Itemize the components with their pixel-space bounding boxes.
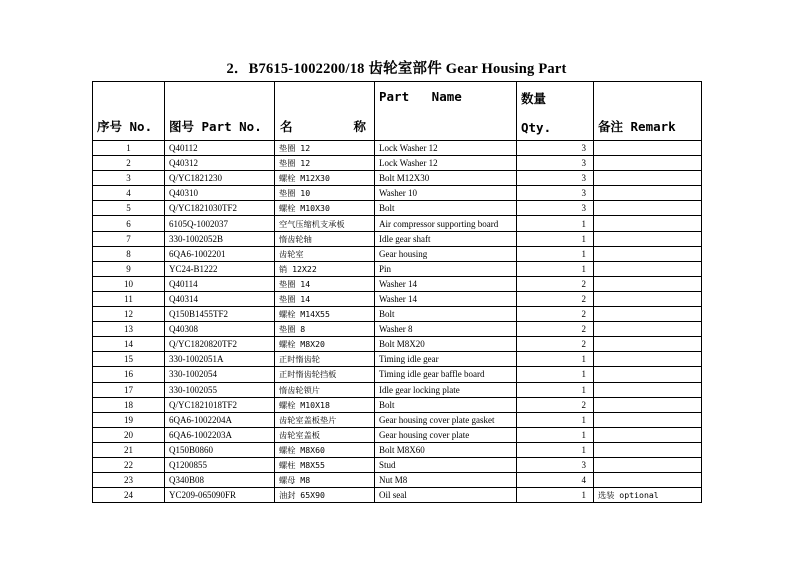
table-row <box>93 141 702 156</box>
cell-qty: 1 <box>517 442 594 457</box>
cell-name-en: Gear housing cover plate gasket <box>375 412 517 427</box>
cell-name-cn: 螺栓 M8X60 <box>275 442 375 457</box>
page-title: 2．B7615-1002200/18 齿轮室部件 Gear Housing Part <box>226 61 567 77</box>
header-name-cn <box>275 82 375 141</box>
cell-qty: 2 <box>517 276 594 291</box>
cell-part-no: YC209-065090FR <box>165 488 275 503</box>
cell-name-en: Bolt <box>375 397 517 412</box>
cell-remark <box>594 412 702 427</box>
cell-name-en: Washer 14 <box>375 291 517 306</box>
cell-remark <box>594 276 702 291</box>
cell-qty: 1 <box>517 412 594 427</box>
cell-remark <box>594 261 702 276</box>
cell-name-cn: 螺栓 M10X18 <box>275 397 375 412</box>
cell-name-cn: 齿轮室盖板垫片 <box>275 412 375 427</box>
cell-part-no: Q150B1455TF2 <box>165 307 275 322</box>
header-name-cn-left: 名 <box>280 119 293 134</box>
cell-name-en: Washer 8 <box>375 322 517 337</box>
cell-name-en: Pin <box>375 261 517 276</box>
table-row <box>93 307 702 322</box>
cell-remark <box>594 352 702 367</box>
cell-part-no: 330-1002052B <box>165 231 275 246</box>
cell-no: 15 <box>93 352 165 367</box>
cell-no: 2 <box>93 156 165 171</box>
cell-remark <box>594 186 702 201</box>
cell-qty: 1 <box>517 246 594 261</box>
cell-name-en: Stud <box>375 457 517 472</box>
cell-qty: 4 <box>517 473 594 488</box>
table-row <box>93 276 702 291</box>
table-row <box>93 171 702 186</box>
cell-qty: 1 <box>517 231 594 246</box>
cell-no: 4 <box>93 186 165 201</box>
cell-name-cn: 正时惰齿轮 <box>275 352 375 367</box>
table-row <box>93 473 702 488</box>
cell-name-cn: 垫圈 14 <box>275 291 375 306</box>
header-remark-label: 备注 Remark <box>598 119 676 134</box>
cell-remark <box>594 427 702 442</box>
cell-name-en: Bolt M12X30 <box>375 171 517 186</box>
cell-name-cn: 螺栓 M14X55 <box>275 307 375 322</box>
cell-name-en: Bolt <box>375 201 517 216</box>
cell-no: 21 <box>93 442 165 457</box>
cell-remark <box>594 442 702 457</box>
cell-remark <box>594 291 702 306</box>
cell-qty: 3 <box>517 201 594 216</box>
cell-no: 22 <box>93 457 165 472</box>
cell-no: 7 <box>93 231 165 246</box>
cell-part-no: Q340B08 <box>165 473 275 488</box>
cell-name-cn: 垫圈 8 <box>275 322 375 337</box>
cell-part-no: 6QA6-1002201 <box>165 246 275 261</box>
cell-part-no: Q150B0860 <box>165 442 275 457</box>
cell-part-no: Q/YC1821230 <box>165 171 275 186</box>
cell-name-en: Bolt <box>375 307 517 322</box>
cell-name-en: Washer 10 <box>375 186 517 201</box>
cell-no: 18 <box>93 397 165 412</box>
cell-remark <box>594 141 702 156</box>
cell-name-en: Gear housing <box>375 246 517 261</box>
cell-name-en: Gear housing cover plate <box>375 427 517 442</box>
cell-remark: 选装 optional <box>594 488 702 503</box>
cell-name-cn: 螺栓 M10X30 <box>275 201 375 216</box>
table-row <box>93 231 702 246</box>
table-row <box>93 261 702 276</box>
cell-qty: 2 <box>517 337 594 352</box>
table-row <box>93 216 702 231</box>
cell-name-en: Nut M8 <box>375 473 517 488</box>
cell-name-cn: 垫圈 14 <box>275 276 375 291</box>
cell-qty: 1 <box>517 352 594 367</box>
cell-qty: 1 <box>517 261 594 276</box>
table-row <box>93 352 702 367</box>
cell-no: 11 <box>93 291 165 306</box>
cell-remark <box>594 322 702 337</box>
cell-name-cn: 螺栓 M12X30 <box>275 171 375 186</box>
table-header-row <box>93 82 702 141</box>
cell-part-no: 330-1002054 <box>165 367 275 382</box>
cell-remark <box>594 231 702 246</box>
cell-no: 8 <box>93 246 165 261</box>
cell-no: 10 <box>93 276 165 291</box>
cell-qty: 1 <box>517 382 594 397</box>
cell-remark <box>594 216 702 231</box>
cell-part-no: Q40314 <box>165 291 275 306</box>
table-row <box>93 427 702 442</box>
header-qty-en: Qty. <box>521 120 552 135</box>
table-row <box>93 246 702 261</box>
header-no <box>93 82 165 141</box>
cell-remark <box>594 201 702 216</box>
header-part-no <box>165 82 275 141</box>
table-row <box>93 442 702 457</box>
cell-no: 17 <box>93 382 165 397</box>
header-name-en-label: Part Name <box>379 89 462 104</box>
cell-qty: 3 <box>517 156 594 171</box>
cell-name-cn: 销 12X22 <box>275 261 375 276</box>
cell-name-cn: 垫圈 12 <box>275 156 375 171</box>
cell-name-cn: 螺柱 M8X55 <box>275 457 375 472</box>
cell-part-no: Q40312 <box>165 156 275 171</box>
table-row <box>93 337 702 352</box>
header-name-cn-right: 称 <box>353 119 366 134</box>
cell-part-no: Q40308 <box>165 322 275 337</box>
table-row <box>93 367 702 382</box>
table-row <box>93 457 702 472</box>
cell-name-en: Lock Washer 12 <box>375 141 517 156</box>
cell-part-no: Q40112 <box>165 141 275 156</box>
cell-name-en: Timing idle gear <box>375 352 517 367</box>
cell-part-no: Q40310 <box>165 186 275 201</box>
cell-qty: 2 <box>517 307 594 322</box>
cell-no: 12 <box>93 307 165 322</box>
cell-no: 13 <box>93 322 165 337</box>
cell-qty: 1 <box>517 427 594 442</box>
cell-part-no: 330-1002055 <box>165 382 275 397</box>
cell-name-cn: 空气压缩机支承板 <box>275 216 375 231</box>
cell-name-cn: 惰齿轮锁片 <box>275 382 375 397</box>
cell-name-cn: 垫圈 10 <box>275 186 375 201</box>
cell-no: 14 <box>93 337 165 352</box>
cell-part-no: 6105Q-1002037 <box>165 216 275 231</box>
cell-remark <box>594 473 702 488</box>
table-row <box>93 412 702 427</box>
table-row <box>93 322 702 337</box>
cell-remark <box>594 382 702 397</box>
cell-part-no: 6QA6-1002204A <box>165 412 275 427</box>
cell-remark <box>594 367 702 382</box>
table-row <box>93 382 702 397</box>
cell-name-en: Timing idle gear baffle board <box>375 367 517 382</box>
cell-part-no: Q1200855 <box>165 457 275 472</box>
cell-part-no: Q/YC1821030TF2 <box>165 201 275 216</box>
table-row <box>93 488 702 503</box>
cell-name-cn: 油封 65X90 <box>275 488 375 503</box>
cell-part-no: 6QA6-1002203A <box>165 427 275 442</box>
cell-name-en: Idle gear locking plate <box>375 382 517 397</box>
cell-no: 20 <box>93 427 165 442</box>
cell-qty: 1 <box>517 488 594 503</box>
cell-remark <box>594 246 702 261</box>
header-qty <box>517 82 594 141</box>
parts-table <box>92 81 702 503</box>
cell-no: 3 <box>93 171 165 186</box>
cell-part-no: Q/YC1820820TF2 <box>165 337 275 352</box>
cell-qty: 2 <box>517 291 594 306</box>
cell-part-no: Q/YC1821018TF2 <box>165 397 275 412</box>
cell-name-en: Oil seal <box>375 488 517 503</box>
cell-qty: 3 <box>517 141 594 156</box>
header-no-label: 序号 No. <box>97 119 153 134</box>
header-remark <box>594 82 702 141</box>
cell-qty: 1 <box>517 367 594 382</box>
cell-part-no: Q40114 <box>165 276 275 291</box>
table-row <box>93 291 702 306</box>
cell-remark <box>594 397 702 412</box>
table-row <box>93 397 702 412</box>
cell-name-cn: 正时惰齿轮挡板 <box>275 367 375 382</box>
cell-no: 1 <box>93 141 165 156</box>
cell-no: 16 <box>93 367 165 382</box>
cell-name-en: Washer 14 <box>375 276 517 291</box>
cell-no: 9 <box>93 261 165 276</box>
cell-remark <box>594 337 702 352</box>
cell-remark <box>594 171 702 186</box>
cell-name-cn: 螺母 M8 <box>275 473 375 488</box>
cell-no: 23 <box>93 473 165 488</box>
cell-name-cn: 惰齿轮轴 <box>275 231 375 246</box>
cell-part-no: YC24-B1222 <box>165 261 275 276</box>
cell-no: 6 <box>93 216 165 231</box>
cell-name-en: Idle gear shaft <box>375 231 517 246</box>
header-name-en <box>375 82 517 141</box>
cell-no: 19 <box>93 412 165 427</box>
cell-remark <box>594 156 702 171</box>
table-row <box>93 186 702 201</box>
cell-name-cn: 垫圈 12 <box>275 141 375 156</box>
cell-name-cn: 螺栓 M8X20 <box>275 337 375 352</box>
cell-qty: 3 <box>517 186 594 201</box>
table-row <box>93 156 702 171</box>
cell-qty: 2 <box>517 397 594 412</box>
header-part-no-label: 图号 Part No. <box>169 119 262 134</box>
cell-no: 5 <box>93 201 165 216</box>
cell-name-en: Lock Washer 12 <box>375 156 517 171</box>
cell-name-cn: 齿轮室 <box>275 246 375 261</box>
cell-name-cn: 齿轮室盖板 <box>275 427 375 442</box>
cell-remark <box>594 457 702 472</box>
cell-qty: 2 <box>517 322 594 337</box>
cell-qty: 1 <box>517 216 594 231</box>
cell-name-en: Bolt M8X60 <box>375 442 517 457</box>
cell-name-en: Bolt M8X20 <box>375 337 517 352</box>
header-qty-cn: 数量 <box>521 91 547 106</box>
cell-part-no: 330-1002051A <box>165 352 275 367</box>
table-row <box>93 201 702 216</box>
cell-qty: 3 <box>517 457 594 472</box>
cell-qty: 3 <box>517 171 594 186</box>
cell-no: 24 <box>93 488 165 503</box>
cell-remark <box>594 307 702 322</box>
cell-name-en: Air compressor supporting board <box>375 216 517 231</box>
